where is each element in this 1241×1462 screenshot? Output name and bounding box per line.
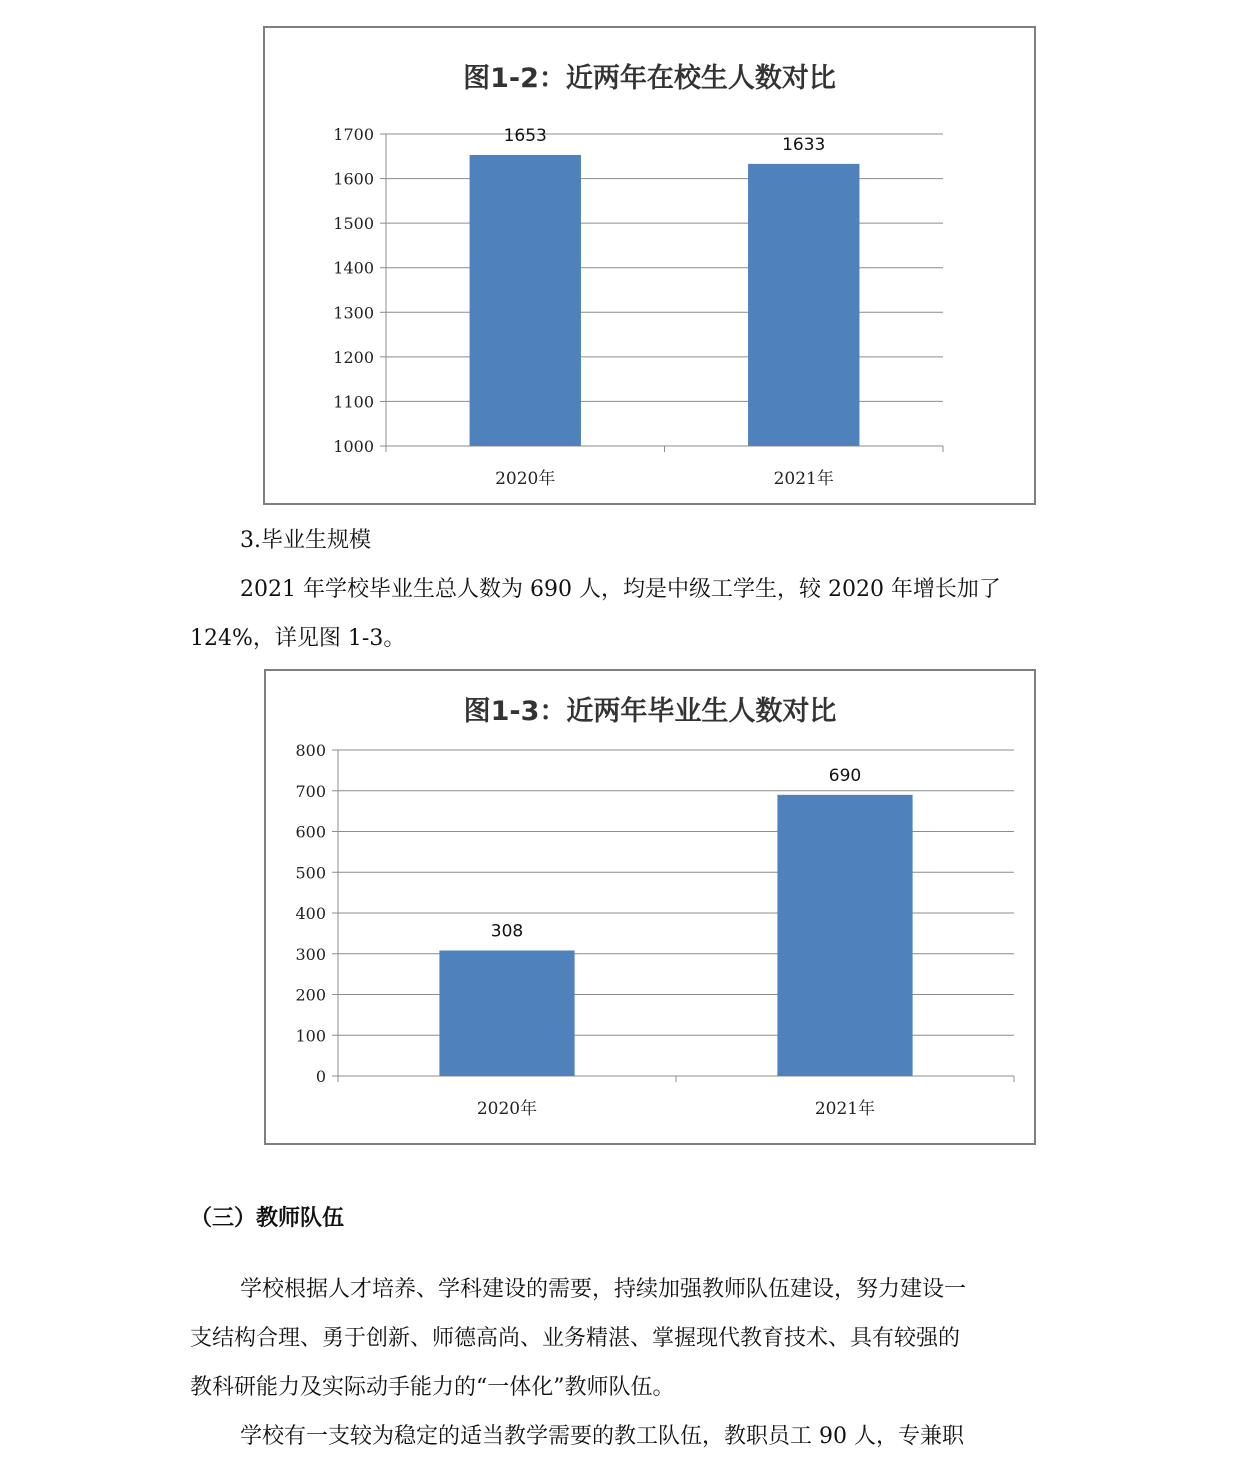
y-tick-label: 1400 xyxy=(333,258,374,278)
paragraph-line: 2021 年学校毕业生总人数为 690 人，均是中级工学生，较 2020 年增长加了 xyxy=(240,577,1001,602)
chart-1-2 xyxy=(263,26,1036,505)
chart-title: 图1-2：近两年在校生人数对比 xyxy=(463,63,836,94)
y-tick-label: 400 xyxy=(295,904,326,923)
y-tick-label: 100 xyxy=(295,1026,326,1046)
data-label: 1633 xyxy=(782,134,826,155)
paragraph-line: 支结构合理、勇于创新、师德高尚、业务精湛、掌握现代教育技术、具有较强的 xyxy=(190,1326,961,1351)
y-tick-label: 600 xyxy=(295,822,326,842)
x-tick-label: 2021年 xyxy=(814,1099,876,1119)
bar xyxy=(777,795,912,1076)
bar xyxy=(470,155,581,446)
section-title-teachers: （三）教师队伍 xyxy=(190,1206,345,1231)
data-label: 690 xyxy=(828,765,862,786)
chart-1-3-plot xyxy=(266,671,1034,1143)
y-tick-label: 0 xyxy=(315,1067,326,1086)
y-tick-label: 1600 xyxy=(333,169,374,189)
y-tick-label: 1000 xyxy=(333,437,374,456)
y-tick-label: 800 xyxy=(295,741,326,760)
y-tick-label: 1200 xyxy=(333,347,374,367)
bar xyxy=(748,164,859,446)
x-tick-label: 2020年 xyxy=(495,469,556,489)
y-tick-label: 700 xyxy=(295,781,326,801)
paragraph-line: 124%，详见图 1-3。 xyxy=(190,626,406,651)
y-tick-label: 200 xyxy=(295,985,326,1005)
paragraph-line: 学校有一支较为稳定的适当教学需要的教工队伍，教职员工 90 人，专兼职 xyxy=(240,1424,964,1449)
y-tick-label: 1500 xyxy=(333,214,374,234)
paragraph-line: 教科研能力及实际动手能力的“一体化”教师队伍。 xyxy=(190,1375,675,1400)
bar xyxy=(439,950,574,1076)
y-tick-label: 1700 xyxy=(333,125,374,144)
y-tick-label: 500 xyxy=(295,863,326,883)
section-title-graduates: 3.毕业生规模 xyxy=(240,528,371,553)
y-tick-label: 1100 xyxy=(333,392,374,412)
paragraph-line: 学校根据人才培养、学科建设的需要，持续加强教师队伍建设，努力建设一 xyxy=(240,1277,967,1302)
chart-1-2-plot xyxy=(265,28,1034,503)
y-tick-label: 300 xyxy=(295,944,326,964)
x-tick-label: 2021年 xyxy=(773,469,834,489)
y-tick-label: 1300 xyxy=(333,303,374,323)
x-tick-label: 2020年 xyxy=(476,1099,538,1119)
data-label: 308 xyxy=(490,921,524,942)
data-label: 1653 xyxy=(503,125,547,146)
chart-1-3 xyxy=(264,669,1036,1145)
chart-title: 图1-3：近两年毕业生人数对比 xyxy=(463,696,837,727)
